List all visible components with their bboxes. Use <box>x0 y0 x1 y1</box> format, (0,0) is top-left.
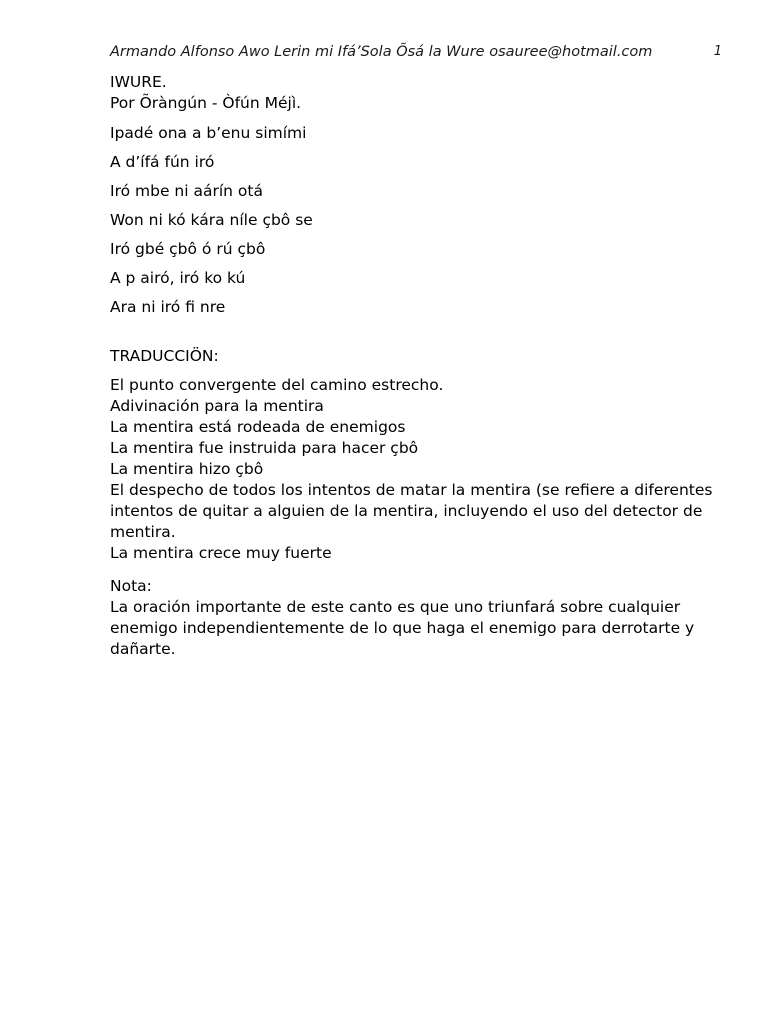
translation-line: El punto convergente del camino estrecho. <box>110 376 444 394</box>
document-subtitle: Por Õràngún - Òfún Méjì. <box>110 94 302 112</box>
page-header <box>110 42 730 62</box>
translation-line: La mentira hizo çbô <box>110 460 264 478</box>
page-number: 1 <box>713 44 722 59</box>
verse-block <box>110 123 740 318</box>
verse-line: Ara ni iró fi nre <box>110 298 226 316</box>
verse-line: A d’ífá fún iró <box>110 153 215 171</box>
document-title: IWURE. <box>110 73 167 91</box>
verse-line: Iró gbé çbô ó rú çbô <box>110 240 266 258</box>
translation-block <box>110 375 740 564</box>
note-heading: Nota: <box>110 577 152 595</box>
translation-heading: TRADUCCIÖN: <box>110 347 219 365</box>
translation-line: La mentira crece muy fuerte <box>110 544 332 562</box>
translation-line: La mentira está rodeada de enemigos <box>110 418 406 436</box>
verse-line: Ipadé ona a b’enu simími <box>110 124 307 142</box>
translation-line: Adivinación para la mentira <box>110 397 324 415</box>
verse-line: A p airó, iró ko kú <box>110 269 246 287</box>
translation-line: El despecho de todos los intentos de matar la mentira (se refiere a diferentes intentos de quitar a alguien de la mentira, incluyendo el uso del detector de mentira. <box>110 481 713 541</box>
verse-line: Iró mbe ni aárín otá <box>110 182 263 200</box>
note-text: La oración importante de este canto es que uno triunfará sobre cualquier enemigo independientemente de lo que haga el enemigo para derrotarte y dañarte. <box>110 598 695 658</box>
header-text: Armando Alfonso Awo Lerin mi Ifá’Sola Õsá la Wure osauree@hotmail.com <box>110 44 653 60</box>
translation-line: La mentira fue instruida para hacer çbô <box>110 439 419 457</box>
document-body <box>110 72 740 660</box>
verse-line: Won ni kó kára níle çbô se <box>110 211 313 229</box>
